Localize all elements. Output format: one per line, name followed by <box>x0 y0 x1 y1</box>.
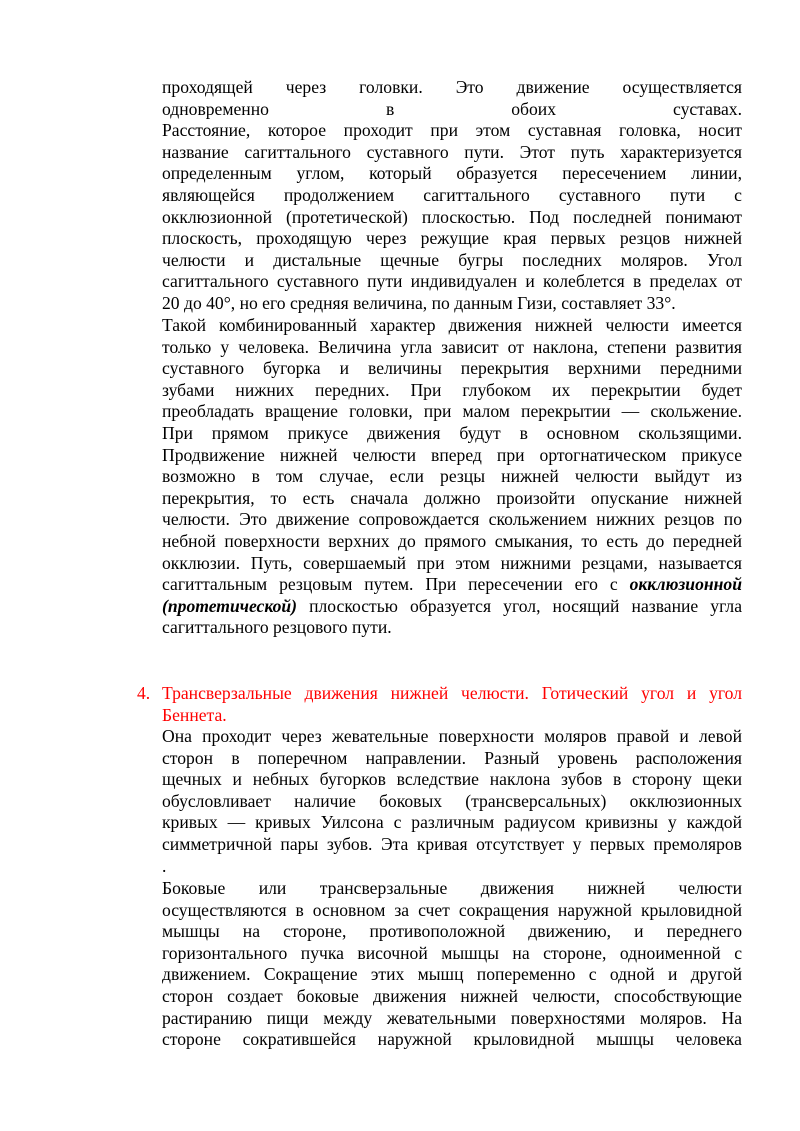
paragraph-transverse-movements <box>162 878 742 1051</box>
text-line: При прямом прикусе движения будут в основном скользящими. <box>162 422 742 443</box>
text-line: Такой комбинированный характер движения нижней челюсти имеется <box>162 315 742 335</box>
text-line: Она проходит через жевательные поверхности моляров правой и левой <box>162 726 742 746</box>
section-heading <box>162 683 742 726</box>
text-line: 20 до 40°, но его средняя величина, по данным Гизи, составляет 33°. <box>162 292 676 313</box>
text-line: горизонтального пучка височной мышцы на стороне, одноименной с <box>162 942 742 963</box>
text-line: преобладать вращение головки, при малом перекрытии — скольжение. <box>162 401 742 422</box>
emphasized-term: окклюзионной <box>629 574 742 595</box>
text-line <box>162 596 742 618</box>
paragraph-wilson-curve <box>162 726 742 877</box>
text-line: мышцы на стороне, противоположной движению, и переднего <box>162 921 742 942</box>
paragraph-incisal-path <box>162 315 742 639</box>
text-line: плоскость, проходящую через режущие края первых резцов нижней <box>162 228 742 249</box>
emphasized-term: (протетической) <box>162 595 298 616</box>
text-line: Расстояние, которое проходит при этом суставная головка, носит <box>162 120 742 141</box>
text-line: Боковые или трансверзальные движения нижней челюсти <box>162 878 742 898</box>
text-line: возможно в том случае, если резцы нижней челюсти выйдут из <box>162 466 742 487</box>
text-line: являющейся продолжением сагиттального суставного пути с <box>162 184 742 205</box>
text-run: сагиттальным резцовым путем. При пересечении его с <box>162 574 630 595</box>
text-line: сторон создает боковые движения нижней челюсти, способствующие <box>162 985 742 1006</box>
text-line: одновременно в обоих суставах. <box>162 98 742 119</box>
text-run: плоскостью образуется угол, носящий название угла <box>297 595 742 616</box>
text-line: щечных и небных бугорков вследствие наклона зубов в сторону щеки <box>162 769 742 790</box>
text-line: определенным углом, который образуется пересечением линии, <box>162 163 742 184</box>
text-line: суставного бугорка и величины перекрытия верхними передними <box>162 358 742 379</box>
text-line: движением. Сокращение этих мышц попеременно с одной и другой <box>162 964 742 985</box>
text-line <box>162 574 742 596</box>
text-line: стороне сократившейся наружной крыловидной мышцы человека <box>162 1029 742 1050</box>
text-line: симметричной пары зубов. Эта кривая отсутствует у первых премоляров <box>162 833 742 854</box>
text-line: обусловливает наличие боковых (трансверсальных) окклюзионных <box>162 790 742 811</box>
text-line: челюсти. Это движение сопровождается скольжением нижних резцов по <box>162 509 742 530</box>
section-number: 4. <box>137 683 151 703</box>
text-line: осуществляются в основном за счет сокращения наружной крыловидной <box>162 899 742 920</box>
heading-line: Трансверзальные движения нижней челюсти. Готический угол и угол <box>162 683 742 703</box>
text-line: . <box>162 855 167 876</box>
text-line: проходящей через головки. Это движение осуществляется <box>162 77 742 97</box>
heading-line: Беннета. <box>162 704 227 725</box>
text-line: сторон в поперечном направлении. Разный уровень расположения <box>162 747 742 768</box>
text-line: название сагиттального суставного пути. Этот путь характеризуется <box>162 141 742 162</box>
text-line: сагиттального резцового пути. <box>162 617 392 638</box>
text-line: сагиттального суставного пути индивидуален и колеблется в пределах от <box>162 271 742 292</box>
text-line: Продвижение нижней челюсти вперед при ортогнатическом прикусе <box>162 444 742 465</box>
paragraph-sagittal-joint-path <box>162 77 742 315</box>
text-line: челюсти и дистальные щечные бугры последних моляров. Угол <box>162 249 742 270</box>
text-line: только у человека. Величина угла зависит от наклона, степени развития <box>162 336 742 357</box>
text-line: растиранию пищи между жевательными поверхностями моляров. На <box>162 1007 742 1028</box>
text-line: зубами нижних передних. При глубоком их перекрытии будет <box>162 379 742 400</box>
text-line: окклюзии. Путь, совершаемый при этом нижними резцами, называется <box>162 552 742 573</box>
text-line: окклюзионной (протетической) плоскостью. Под последней понимают <box>162 206 742 227</box>
text-line: перекрытия, то есть сначала должно произойти опускание нижней <box>162 487 742 508</box>
text-line: кривых — кривых Уилсона с различным радиусом кривизны у каждой <box>162 812 742 833</box>
text-line: небной поверхности верхних до прямого смыкания, то есть до передней <box>162 530 742 551</box>
